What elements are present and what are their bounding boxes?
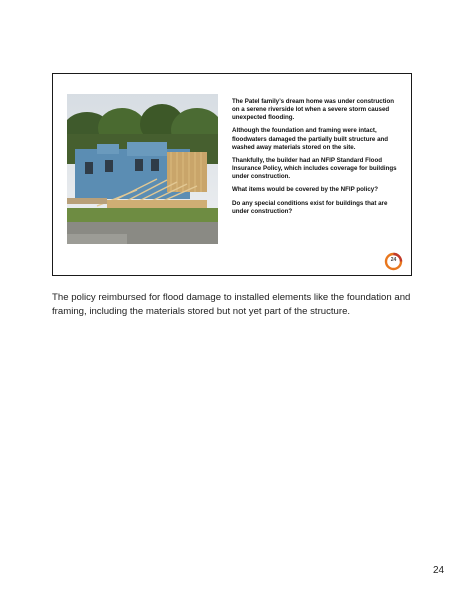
slide-number: 24 [390,257,397,263]
slide-number-badge [384,252,403,271]
page-number: 24 [433,565,445,576]
slide-paragraph-1: The Patel family’s dream home was under construction on a serene riverside lot when a severe storm caused unexpected flooding. [232,98,395,122]
slide-question-2: Do any special conditions exist for buildings that are under construction? [232,199,388,215]
slide-paragraph-3: Thankfully, the builder had an NFIP Standard Flood Insurance Policy, which includes coverage for buildings under construction. [232,156,397,181]
slide-body-text [232,98,400,221]
slide-paragraph-2: Although the foundation and framing were intact, floodwaters damaged the partially built structure and washed away materials stored on the site. [232,127,389,151]
construction-site-photo [67,94,218,244]
slide-question-1: What items would be covered by the NFIP policy? [232,186,379,194]
speaker-notes: The policy reimbursed for flood damage to installed elements like the foundation and framing, including the materials stored but not yet part of the structure. [52,292,411,317]
construction-photo-illustration [67,94,218,244]
slide-frame [52,73,412,276]
